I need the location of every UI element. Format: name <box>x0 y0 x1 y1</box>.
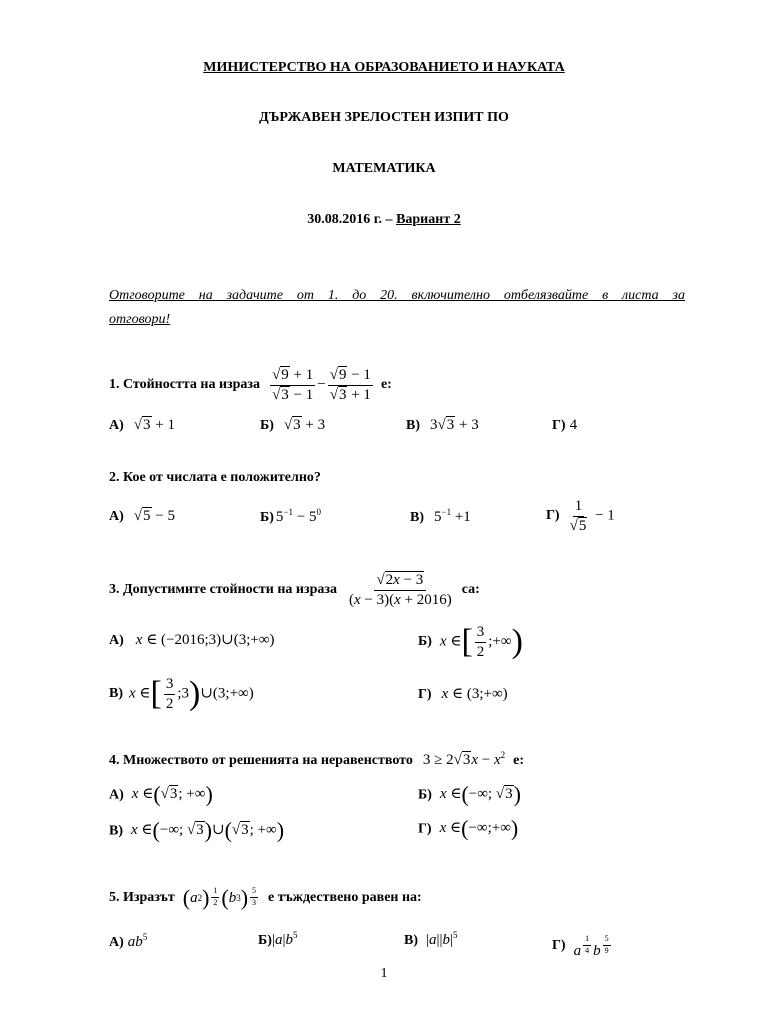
q3-option-a[interactable]: А) x ∈ (−2016;3)∪(3;+∞) <box>109 632 275 648</box>
instructions-line-2: отговори! <box>109 312 171 327</box>
exam-title: ДЪРЖАВЕН ЗРЕЛОСТЕН ИЗПИТ ПО <box>259 110 509 125</box>
q1-option-d[interactable]: Г) 4 <box>552 417 578 433</box>
q3-option-b[interactable]: Б) x ∈[ $\frac{3}{2}$ ;+∞) <box>418 623 523 660</box>
q4-option-d[interactable]: Г) x ∈(−∞;+∞) <box>418 816 519 841</box>
question-4-text: 4. Множеството от решенията на неравенството <box>109 753 413 768</box>
q5-option-a[interactable]: А) $ab^5$ <box>109 932 148 950</box>
q1-option-c[interactable]: В) 3√3 + 3 <box>406 417 479 433</box>
q5-option-c[interactable]: В) $|a||b|^5$ <box>404 930 458 948</box>
question-3 <box>109 566 480 614</box>
q4-option-c[interactable]: В) x ∈(−∞; √3)∪(√3; +∞) <box>109 818 285 843</box>
instructions-line-1: Отговорите на задачите от 1. до 20. включително отбелязвайте в листа за <box>109 288 685 303</box>
q1-option-b[interactable]: Б) √3 + 3 <box>260 417 326 433</box>
question-3-text: 3. Допустимите стойности на израза <box>109 582 337 597</box>
q3-option-c[interactable]: В) x ∈[ $\frac{3}{2}$ ;3)∪(3;+∞) <box>109 675 254 712</box>
question-1 <box>109 362 392 408</box>
question-2-text: 2. Кое от числата е положително? <box>109 470 321 485</box>
question-1-suffix: е: <box>380 377 392 392</box>
q1-option-a[interactable]: А) √3 + 1 <box>109 417 175 433</box>
page-number: 1 <box>380 966 388 981</box>
subject-title: МАТЕМАТИКА <box>332 161 436 176</box>
exam-date: 30.08.2016 г. – <box>307 212 397 227</box>
q4-option-b[interactable]: Б) x ∈(−∞; √3) <box>418 782 521 807</box>
q2-option-c[interactable]: В) $5^{-1} +1$ <box>410 507 471 525</box>
question-4 <box>109 750 524 769</box>
question-3-expression: $\frac{√2x - 3}{(x - 3)(x + 2016)}$ <box>349 572 452 608</box>
question-5-expression: ( a 2 ) $\frac{1}{2}$ ( b 3 ) $\frac{5}{3}$ <box>182 885 257 910</box>
q3-option-d[interactable]: Г) x ∈ (3;+∞) <box>418 686 508 702</box>
question-1-text: 1. Стойността на израза <box>109 377 261 392</box>
q2-option-b[interactable]: Б) $5^{-1} - 5^0$ <box>260 507 321 525</box>
question-1-expression: $\frac{√9 + 1}{√3 - 1}$ − $\frac{√9 - 1}{√3 + 1}$ <box>272 367 371 403</box>
question-5-suffix: е тъждествено равен на: <box>268 890 422 905</box>
ministry-title: МИНИСТЕРСТВО НА ОБРАЗОВАНИЕТО И НАУКАТА <box>203 60 565 75</box>
question-4-suffix: е: <box>513 753 525 768</box>
question-3-suffix: са: <box>461 582 480 597</box>
question-5 <box>109 876 422 920</box>
date-line <box>0 212 768 228</box>
question-4-inequality: $3 \ge 2√3x - x^2$ <box>422 750 506 768</box>
q4-option-a[interactable]: А) x ∈(√3; +∞) <box>109 782 213 807</box>
q2-option-a[interactable]: А) √5 − 5 <box>109 508 175 524</box>
question-5-text: 5. Изразът <box>109 890 175 905</box>
variant-label: Вариант 2 <box>396 212 461 227</box>
q5-option-b[interactable]: $Б)|a|b^5$ <box>258 930 298 948</box>
q5-option-d[interactable]: Г) a $\frac{1}{4}$ b $\frac{5}{9}$ <box>552 934 609 959</box>
q2-option-d[interactable]: Г) $\frac{1}{√5}$ − 1 <box>546 498 615 534</box>
